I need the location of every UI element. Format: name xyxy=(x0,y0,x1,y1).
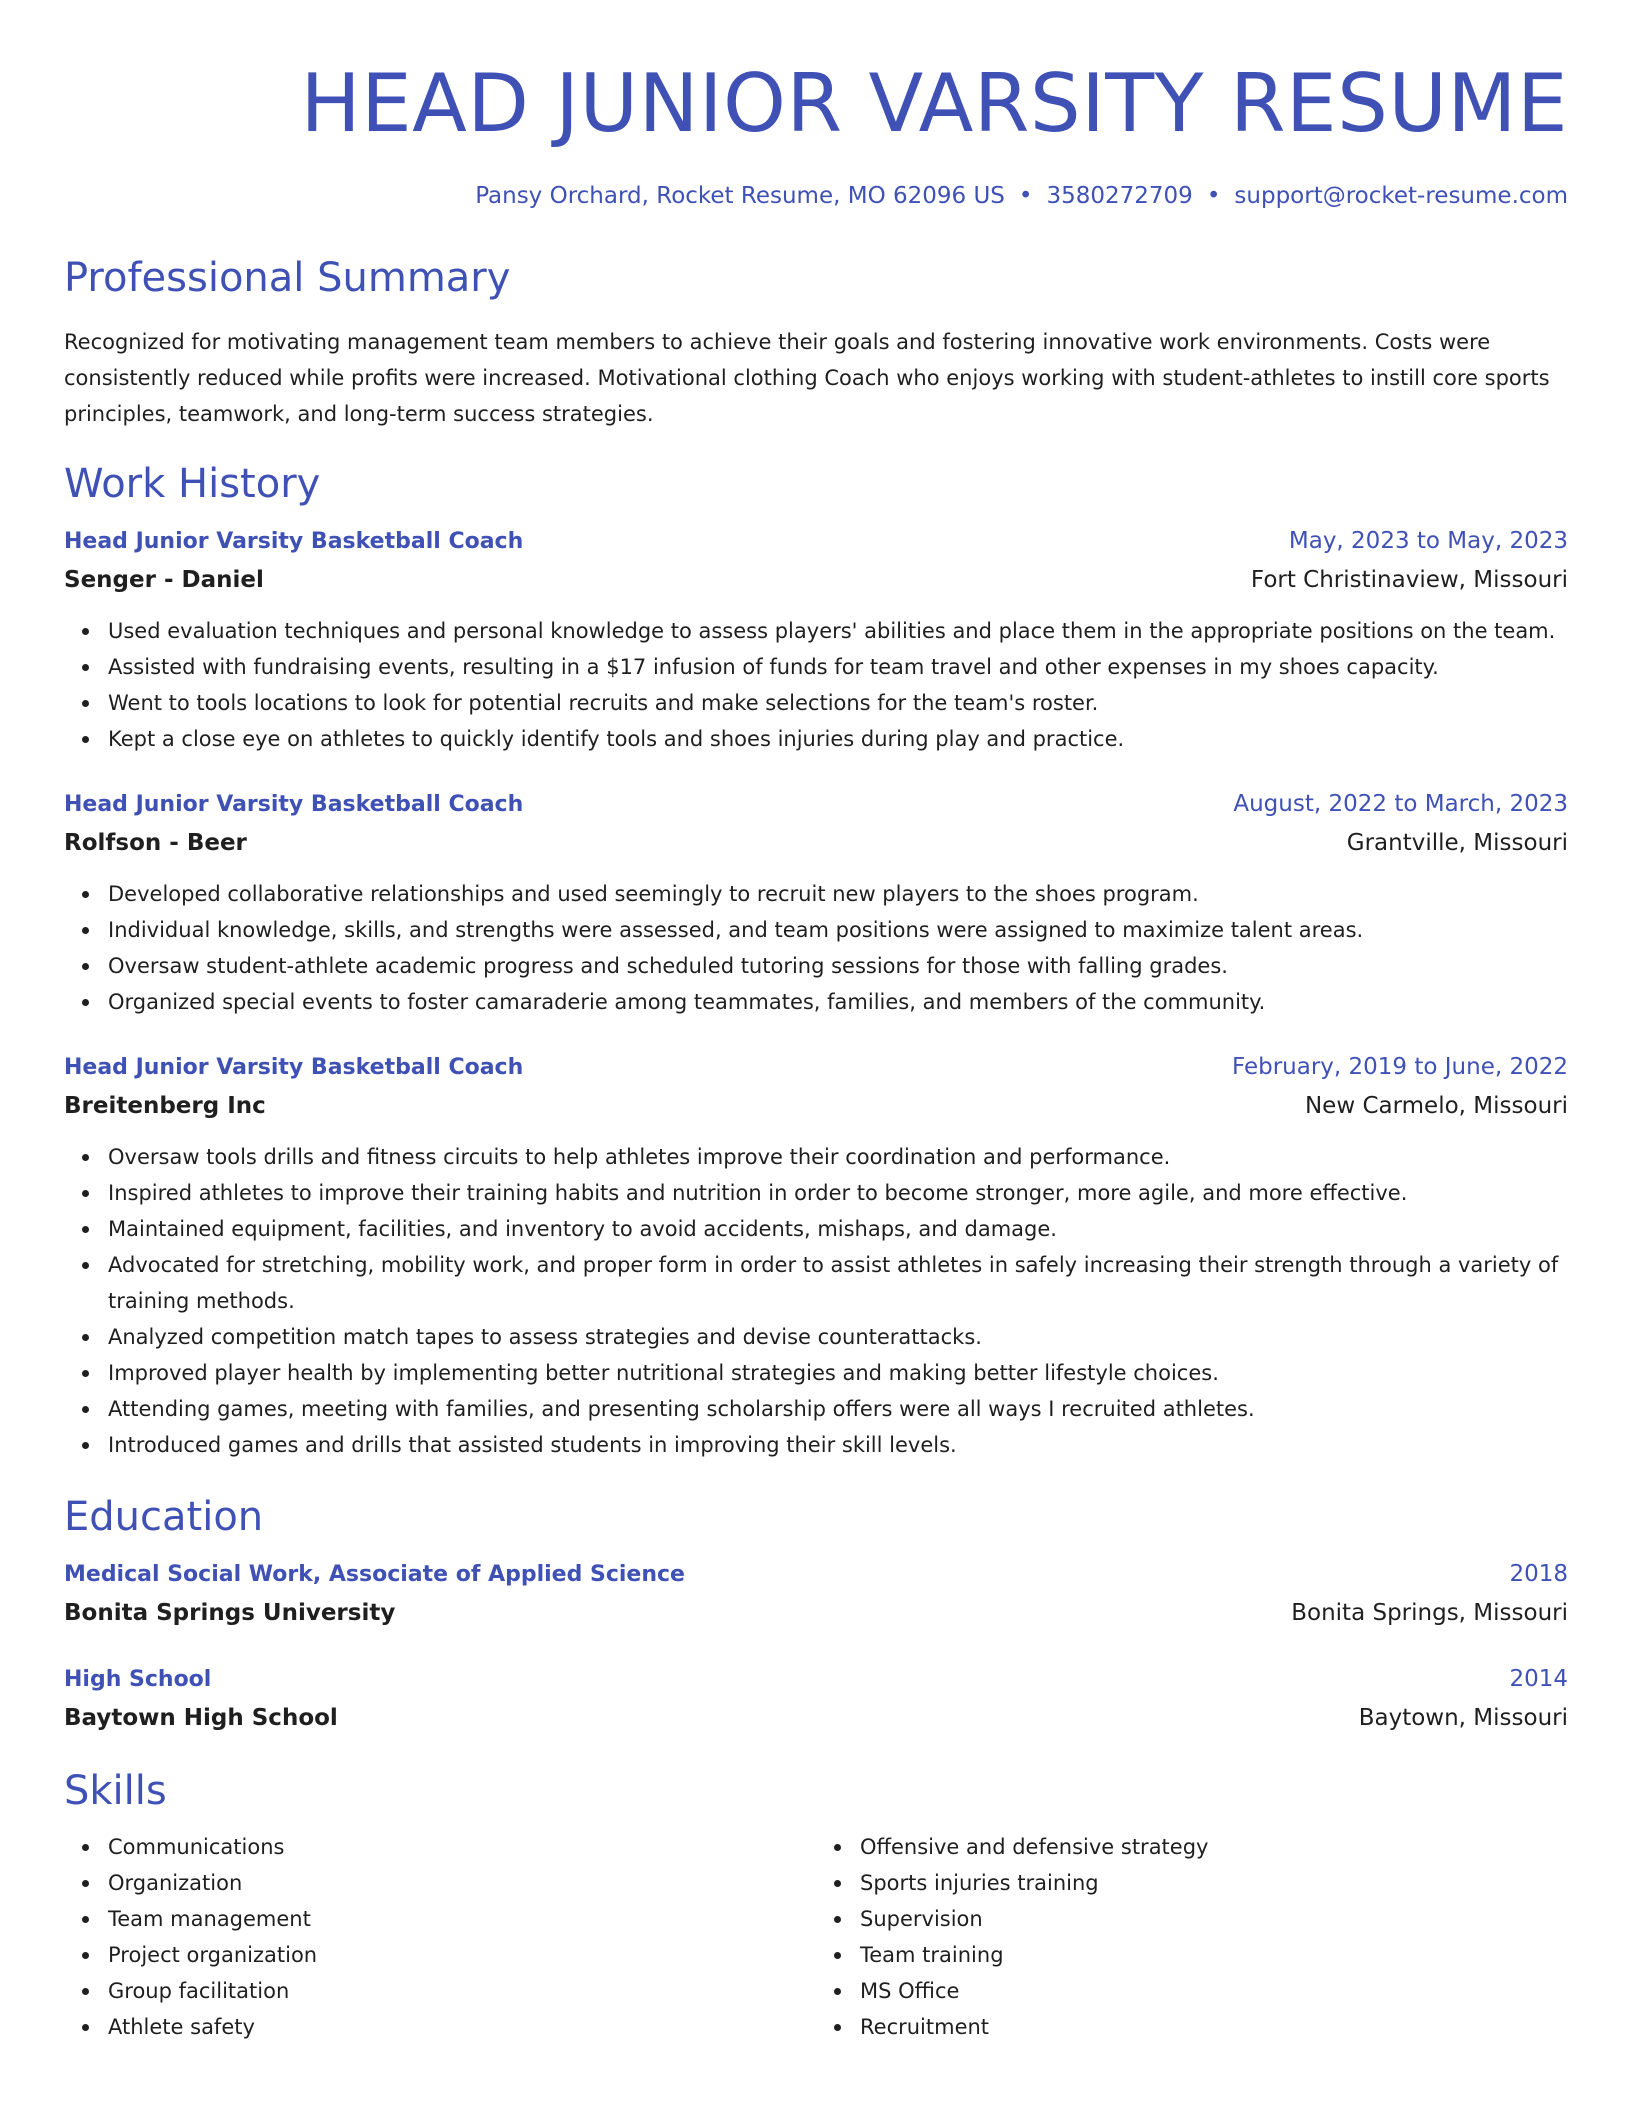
education-degree: Medical Social Work, Associate of Applied Science xyxy=(64,1562,685,1587)
contact-line xyxy=(64,180,1568,212)
resume-header xyxy=(64,56,1568,212)
education-year: 2014 xyxy=(1509,1666,1568,1692)
job-location: New Carmelo, Missouri xyxy=(1304,1093,1568,1119)
education-school: Bonita Springs University xyxy=(64,1600,396,1626)
job-title: Head Junior Varsity Basketball Coach xyxy=(64,792,524,817)
education-school: Baytown High School xyxy=(64,1705,338,1731)
skill-item: Supervision xyxy=(860,1901,1568,1937)
job-dates: February, 2019 to June, 2022 xyxy=(1231,1054,1568,1080)
education-entry xyxy=(64,1555,1568,1632)
job-company: Senger - Daniel xyxy=(64,567,264,593)
list-item: Attending games, meeting with families, and presenting scholarship offers were all ways I recruited athletes. xyxy=(108,1391,1568,1427)
contact-email[interactable]: support@rocket-resume.com xyxy=(1234,183,1568,209)
job-location: Fort Christinaview, Missouri xyxy=(1250,567,1568,593)
list-item: Introduced games and drills that assisted students in improving their skill levels. xyxy=(108,1427,1568,1463)
list-item: Maintained equipment, facilities, and inventory to avoid accidents, mishaps, and damage. xyxy=(108,1211,1568,1247)
contact-address: Pansy Orchard, Rocket Resume, MO 62096 US xyxy=(475,183,1005,209)
job-entry xyxy=(64,1048,1568,1463)
list-item: Went to tools locations to look for potential recruits and make selections for the team's roster. xyxy=(108,685,1568,721)
job-title: Head Junior Varsity Basketball Coach xyxy=(64,529,524,554)
job-bullets xyxy=(64,613,1568,757)
job-bullets xyxy=(64,1139,1568,1463)
job-entry xyxy=(64,522,1568,757)
list-item: Organized special events to foster camaraderie among teammates, families, and members of the community. xyxy=(108,984,1568,1020)
skill-item: Sports injuries training xyxy=(860,1865,1568,1901)
summary-text: Recognized for motivating management team members to achieve their goals and fostering innovative work environments. Costs were consistently reduced while profits were increased. Motivational clothing Coach who enjoys working with student-athletes to instill core sports principles, teamwork, and long-term success strategies. xyxy=(64,330,1550,426)
education-location: Baytown, Missouri xyxy=(1358,1705,1568,1731)
list-item: Kept a close eye on athletes to quickly identify tools and shoes injuries during play and practice. xyxy=(108,721,1568,757)
skill-item: Organization xyxy=(108,1865,816,1901)
list-item: Analyzed competition match tapes to assess strategies and devise counterattacks. xyxy=(108,1319,1568,1355)
list-item: Improved player health by implementing better nutritional strategies and making better lifestyle choices. xyxy=(108,1355,1568,1391)
resume-name: HEAD JUNIOR VARSITY RESUME xyxy=(300,57,1568,150)
skill-item: Team management xyxy=(108,1901,816,1937)
education-entry xyxy=(64,1660,1568,1737)
contact-phone: 3580272709 xyxy=(1046,183,1193,209)
job-dates: May, 2023 to May, 2023 xyxy=(1288,528,1568,554)
list-item: Inspired athletes to improve their training habits and nutrition in order to become stronger, more agile, and more effective. xyxy=(108,1175,1568,1211)
skills-column-left xyxy=(64,1829,816,2045)
job-title: Head Junior Varsity Basketball Coach xyxy=(64,1055,524,1080)
contact-separator: • xyxy=(1206,183,1221,209)
education-degree: High School xyxy=(64,1667,212,1692)
section-title-skills: Skills xyxy=(64,1768,167,1814)
skill-item: MS Office xyxy=(860,1973,1568,2009)
skill-item: Communications xyxy=(108,1829,816,1865)
contact-separator: • xyxy=(1018,183,1033,209)
list-item: Developed collaborative relationships and used seemingly to recruit new players to the shoes program. xyxy=(108,876,1568,912)
section-title-summary: Professional Summary xyxy=(64,255,511,301)
skill-item: Offensive and defensive strategy xyxy=(860,1829,1568,1865)
list-item: Oversaw tools drills and fitness circuits to help athletes improve their coordination and performance. xyxy=(108,1139,1568,1175)
skill-item: Athlete safety xyxy=(108,2009,816,2045)
skill-item: Group facilitation xyxy=(108,1973,816,2009)
list-item: Advocated for stretching, mobility work, and proper form in order to assist athletes in safely increasing their strength through a variety of training methods. xyxy=(108,1247,1568,1319)
job-company: Rolfson - Beer xyxy=(64,830,247,856)
job-company: Breitenberg Inc xyxy=(64,1093,266,1119)
job-bullets xyxy=(64,876,1568,1020)
job-dates: August, 2022 to March, 2023 xyxy=(1233,791,1568,817)
skill-item: Team training xyxy=(860,1937,1568,1973)
skills-column-right xyxy=(816,1829,1568,2045)
education-location: Bonita Springs, Missouri xyxy=(1291,1600,1568,1626)
job-entry xyxy=(64,785,1568,1020)
section-title-education: Education xyxy=(64,1494,264,1540)
section-title-work-history: Work History xyxy=(64,461,321,507)
list-item: Individual knowledge, skills, and strengths were assessed, and team positions were assigned to maximize talent areas. xyxy=(108,912,1568,948)
job-location: Grantville, Missouri xyxy=(1346,830,1568,856)
list-item: Oversaw student-athlete academic progress and scheduled tutoring sessions for those with falling grades. xyxy=(108,948,1568,984)
list-item: Assisted with fundraising events, resulting in a $17 infusion of funds for team travel and other expenses in my shoes capacity. xyxy=(108,649,1568,685)
education-year: 2018 xyxy=(1509,1561,1568,1587)
list-item: Used evaluation techniques and personal knowledge to assess players' abilities and place them in the appropriate positions on the team. xyxy=(108,613,1568,649)
skill-item: Project organization xyxy=(108,1937,816,1973)
skills-list xyxy=(64,1829,1568,2045)
skill-item: Recruitment xyxy=(860,2009,1568,2045)
